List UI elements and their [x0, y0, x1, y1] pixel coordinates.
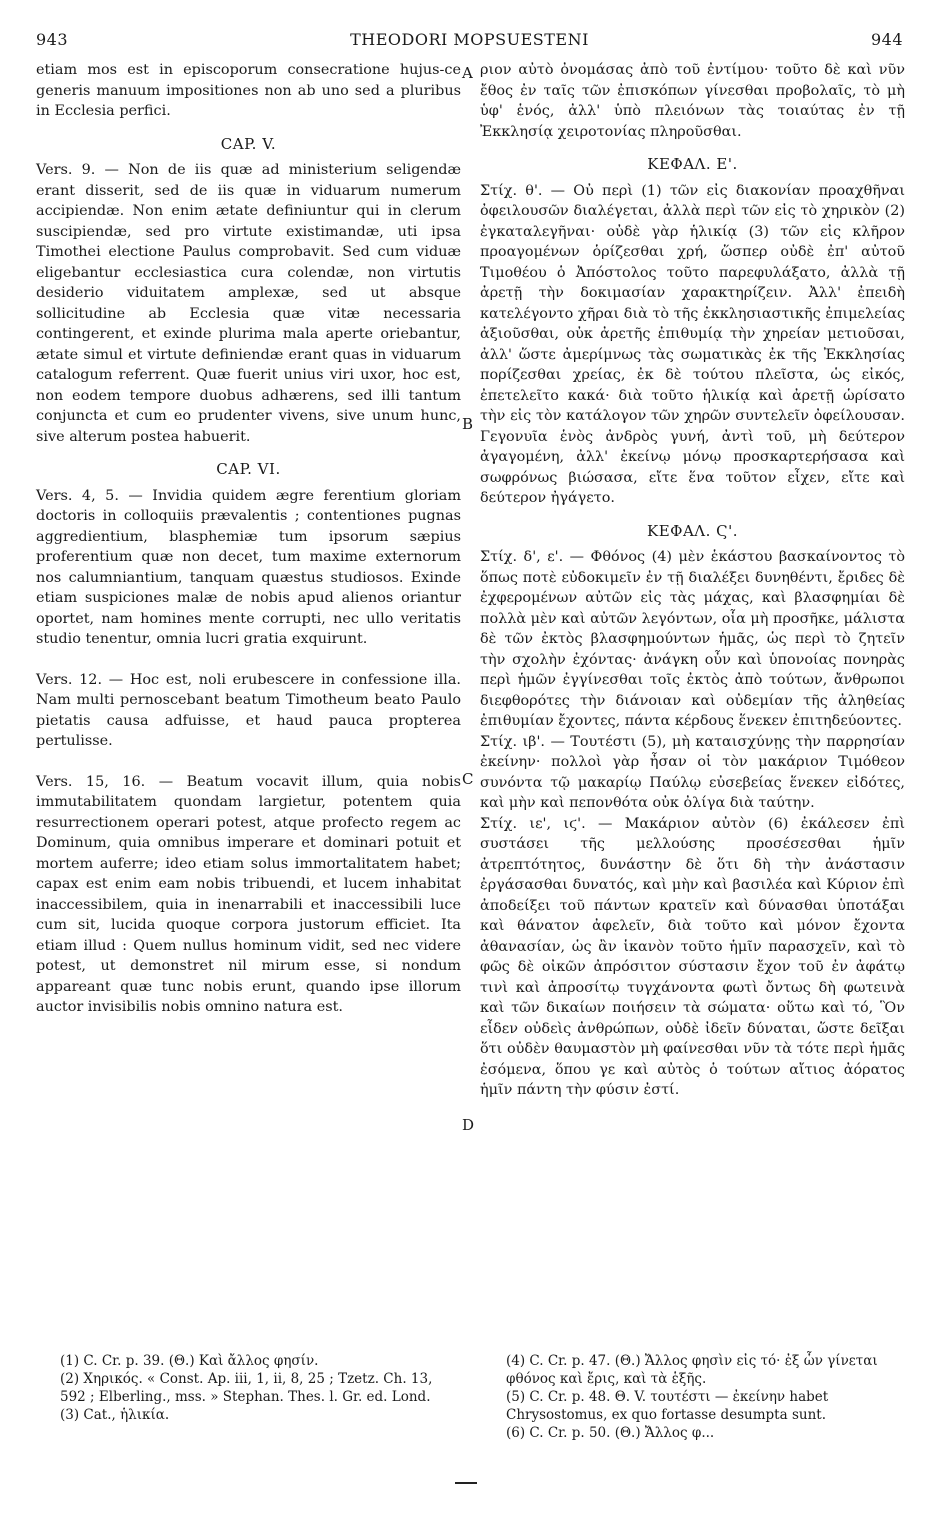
paragraph: Στίχ. θ'. — Οὐ περὶ (1) τῶν εἰς διακονίαν προαχθῆναι ὀφειλουσῶν διαλέγεται, ἀλλὰ περὶ τῶν εἰς τὸ χηρικὸν (2) ἐγκαταλεγῆναι· οὐδὲ γὰρ ἡλικίᾳ (3) τῶν εἰς κλῆρον προαγομένων ὁρίζεσθαι χρή, ὥσπερ οὐδὲ ἐπ' αὐτοῦ Τιμοθέου ὁ Ἀπόστολος τοῦτο παρεφυλάξατο, ἀλλὰ τῇ ἀρετῇ τὴν δοκιμασίαν χαρακτηρίζειν. Ἀλλ' ἐπειδὴ κατελέγοντο χῆραι διὰ τὸ τῆς ἐκκλησιαστικῆς ἐπιμελείας ἀξιοῦσθαι, οὐκ ἀρετῆς ἐπιθυμίᾳ τὴν χηρείαν μετιοῦσαι, ἀλλ' ὥστε ἀμερίμνως τὰς σωματικὰς ἐκ τῆς Ἐκκλησίας πορίζεσθαι χρείας, ἐκ δὲ τούτου πλεῖστα, ὡς εἰκός, ἐπετελεῖτο κακά· διὰ τοῦτο ἡλικίᾳ καὶ ἀρετῇ ὡρίσατο τὴν εἰς τὸν κατάλογον τῶν χηρῶν συντελεῖν ὀφείλουσαν. Γεγονυῖα ἑνὸς ἀνδρὸς γυνή, ἀντὶ τοῦ, μὴ δεύτερον ἀγαγομένη, ἀλλ' ἐκείνῳ μόνῳ προσκαρτερήσασα καὶ σωφρόνως βιώσασα, εἴτε ἕνα τοῦτον εἶχεν, εἴτε καὶ δεύτερον ἠγάγετο. [480, 182, 905, 506]
chapter-heading: ΚΕΦΑΛ. Ϛ'. [646, 521, 739, 540]
paragraph-gap [36, 650, 461, 670]
latin-column [36, 60, 461, 1018]
chapter-heading: CAP. VI. [216, 460, 281, 478]
footnote: (1) C. Cr. p. 39. (Θ.) Καὶ ἄλλος φησίν. [60, 1353, 319, 1369]
greek-column [480, 60, 905, 1101]
paragraph-gap [36, 752, 461, 772]
paragraph: Στίχ. δ', ε'. — Φθόνος (4) μὲν ἑκάστου βασκαίνοντος τὸ ὅπως ποτὲ εὐδοκιμεῖν ἐν τῇ διαλέξει δυνηθέντι, ἔριδες δὲ ἐχφερομένων αὐτῶν εἰς τὰς μάχας, καὶ βλασφημίαι δὲ πολλὰ μὲν καὶ αὐτῶν λεγόντων, οἷα μὴ προσῆκε, μάλιστα δὲ τῶν ἐκτὸς βλασφημούντων ἡμᾶς, ὡς περὶ τὸ ζητεῖν τὴν σχολὴν ἐχόντας· ἀνάγκη οὖν καὶ ὑπονοίας πονηρὰς περὶ ἡμῶν ἐγγίνεσθαι τοῖς ἐκτὸς ἀπὸ τούτων, ἄνθρωποι διεφθορότες τὴν διάνοιαν καὶ οὐδεμίαν τῆς ἀληθείας ἐπιθυμίαν ἔχοντες, πάντα κέρδους ἕνεκεν ἐπιτηδεύοντες. [480, 549, 905, 729]
running-title: THEODORI MOPSUESTENI [350, 30, 589, 49]
paragraph: Vers. 12. — Hoc est, noli erubescere in confessione illa. Nam multi pernoscebant beatum Timotheum beato Paulo pietatis causa adfuisse, et haud pauca propterea pertulisse. [36, 671, 461, 749]
footnotes-left [60, 1352, 460, 1424]
paragraph: Vers. 15, 16. — Beatum vocavit illum, quia nobis immutabilitatem quondam largietur, potentem quia resurrectionem operari potest, atque profecto regem ac Dominum, quia omnibus imperare et dominari potuit et mortem auferre; ideo etiam solus immortalitatem habet; capax est enim eam nobis tribuendi, et lucem inhabitat inaccessibilem, quia in inenarrabili et inaccessibili luce cum sit, lucida quoque corpora justorum efficiet. Ita etiam illud : Quem nullus hominum vidit, sed nec videre potest, ut demonstret nil mirum esse, si nondum appareant quæ tunc nobis erunt, quando ipse illorum auctor invisibilis nobis omnino natura est. [36, 773, 461, 1015]
margin-letter-b: B [462, 415, 474, 433]
paragraph: Στίχ. ιβ'. — Τουτέστι (5), μὴ καταισχύνῃς τὴν παρρησίαν ἐκείνην· πολλοὶ γὰρ ἦσαν οἱ τὸν μακάριον Τιμόθεον συνόντα τῷ μακαρίῳ Παύλῳ εὐσεβείας ἕνεκεν εἰδότες, καὶ μὴν καὶ πεπονθότα οὐκ ὀλίγα διὰ ταύτην. [480, 733, 905, 811]
footnote: (4) C. Cr. p. 47. (Θ.) Ἄλλος φησὶν εἰς τό· ἐξ ὧν γίνεται φθόνος καὶ ἔρις, καὶ τὰ ἑξῆς. [506, 1353, 878, 1387]
paragraph: Στίχ. ιε', ιϛ'. — Μακάριον αὐτὸν (6) ἐκάλεσεν ἐπὶ συστάσει τῆς μελλούσης προσέσεσθαι ἡμῖν ἀτρεπτότητος, δυνάστην δὲ ὅτι δὴ τὴν ἀνάστασιν ἐργάσασθαι δυνατός, καὶ μὴν καὶ βασιλέα καὶ Κύριον ἐπὶ ἀποδείξει τοῦ πάντων κρατεῖν καὶ δύνασθαι ὑποτάξαι καὶ θάνατον ἀφελεῖν, διὰ τοῦτο καὶ μόνον ἔχοντα ἀθανασίαν, ὡς ἂν ἱκανὸν τοῦτο ἡμῖν παρασχεῖν, καὶ τὸ φῶς δὲ οἰκῶν ἀπρόσιτον σύστασιν ἔχον τοῦ ἐν ἀφάτῳ τινὶ καὶ ἀπροσίτῳ τυγχάνοντα φωτὶ ὄντως δὴ φωτεινὰ καὶ τῶν δικαίων ποιήσειν τὰ σώματα· οὕτω καὶ τό, Ὃν εἶδεν οὐδεὶς ἀνθρώπων, οὐδὲ ἰδεῖν δύναται, ὥστε δεῖξαι ὅτι οὐδὲν θαυμαστὸν μὴ φαίνεσθαι νῦν τὰ τότε περὶ ἡμᾶς ἐσόμενα, ὅπου γε καὶ αὐτὸς ὁ τούτων αἴτιος ἀόρατος ἡμῖν πάντη τὴν φύσιν ἐστί. [480, 815, 905, 1098]
footnote: (5) C. Cr. p. 48. Θ. V. τουτέστι — ἐκείνην habet Chrysostomus, ex quo fortasse desumpta sunt. [506, 1389, 829, 1423]
chapter-heading: CAP. V. [220, 134, 277, 153]
page-number-right: 944 [870, 30, 903, 49]
chapter-heading: ΚΕΦΑΛ. Ε'. [647, 155, 738, 173]
margin-letter-c: C [462, 770, 474, 788]
footnote: (2) Χηρικός. « Const. Ap. iii, 1, ii, 8, 25 ; Tzetz. Ch. 13, 592 ; Elberling., mss. » Stephan. Thes. l. Gr. ed. Lond. [60, 1371, 433, 1405]
paragraph: Vers. 4, 5. — Invidia quidem ægre ferentium gloriam doctoris in colloquiis prævalentis ; contentiones pugnas aggredientium, blasphemiæ tum ipsorum sæpius proferentium quæ non decet, tum maxime externorum nos calumniantium, tanquam quæstus studiosos. Exinde etiam suspiciones malæ de nobis apud alienos oriantur oportet, nam homines mente corrupti, nec ullo veritatis studio tenentur, omnia lucri gratia exquirunt. [36, 487, 461, 647]
margin-letter-a: A [462, 64, 473, 82]
paragraph: ριον αὐτὸ ὀνομάσας ἀπὸ τοῦ ἐντίμου· τοῦτο δὲ καὶ νῦν ἔθος ἐν ταῖς τῶν ἐπισκόπων γίνεσθαι προβολαῖς, τὸ μὴ ὑφ' ἑνός, ἀλλ' ὑπὸ πλειόνων τὰς τοιαύτας ἐν τῇ Ἐκκλησίᾳ χειροτονίας πληροῦσθαι. [480, 62, 905, 140]
running-header [36, 30, 903, 54]
page-bottom-rule [455, 1482, 477, 1484]
footnote: (6) C. Cr. p. 50. (Θ.) Ἄλλος φ... [506, 1425, 715, 1441]
paragraph: etiam mos est in episcoporum consecratione hujus-ce generis manuum impositiones non ab uno sed a pluribus in Ecclesia perfici. [36, 62, 461, 119]
footnotes-right [506, 1352, 906, 1442]
footnote: (3) Cat., ἡλικία. [60, 1407, 170, 1423]
page-number-left: 943 [36, 30, 69, 49]
paragraph: Vers. 9. — Non de iis quæ ad ministerium seligendæ erant disserit, sed de iis quæ in viduarum numerum accipiendæ. Non enim ætate definiuntur qui in clerum suscipiendæ, sed pro virtute existimandæ, uti ipsa Timothei electione Paulus comprobavit. Sed cum viduæ eligebantur ecclesiastica cura colendæ, non virtutis desiderio viduitatem amplexæ, sed ut absque sollicitudine ab Ecclesia quæ vitæ necessaria contingerent, et exinde plurima mala aperte oriebantur, ætate simul et virtute definiendæ erant quas in viduarum catalogum referrent. Quæ fuerit unius viri uxor, hoc est, non eodem tempore duobus adhærens, sed illi tantum conjuncta et cum eo prudenter vivens, sive unum hunc, sive alterum postea habuerit. [36, 162, 461, 445]
margin-letter-d: D [462, 1116, 475, 1134]
